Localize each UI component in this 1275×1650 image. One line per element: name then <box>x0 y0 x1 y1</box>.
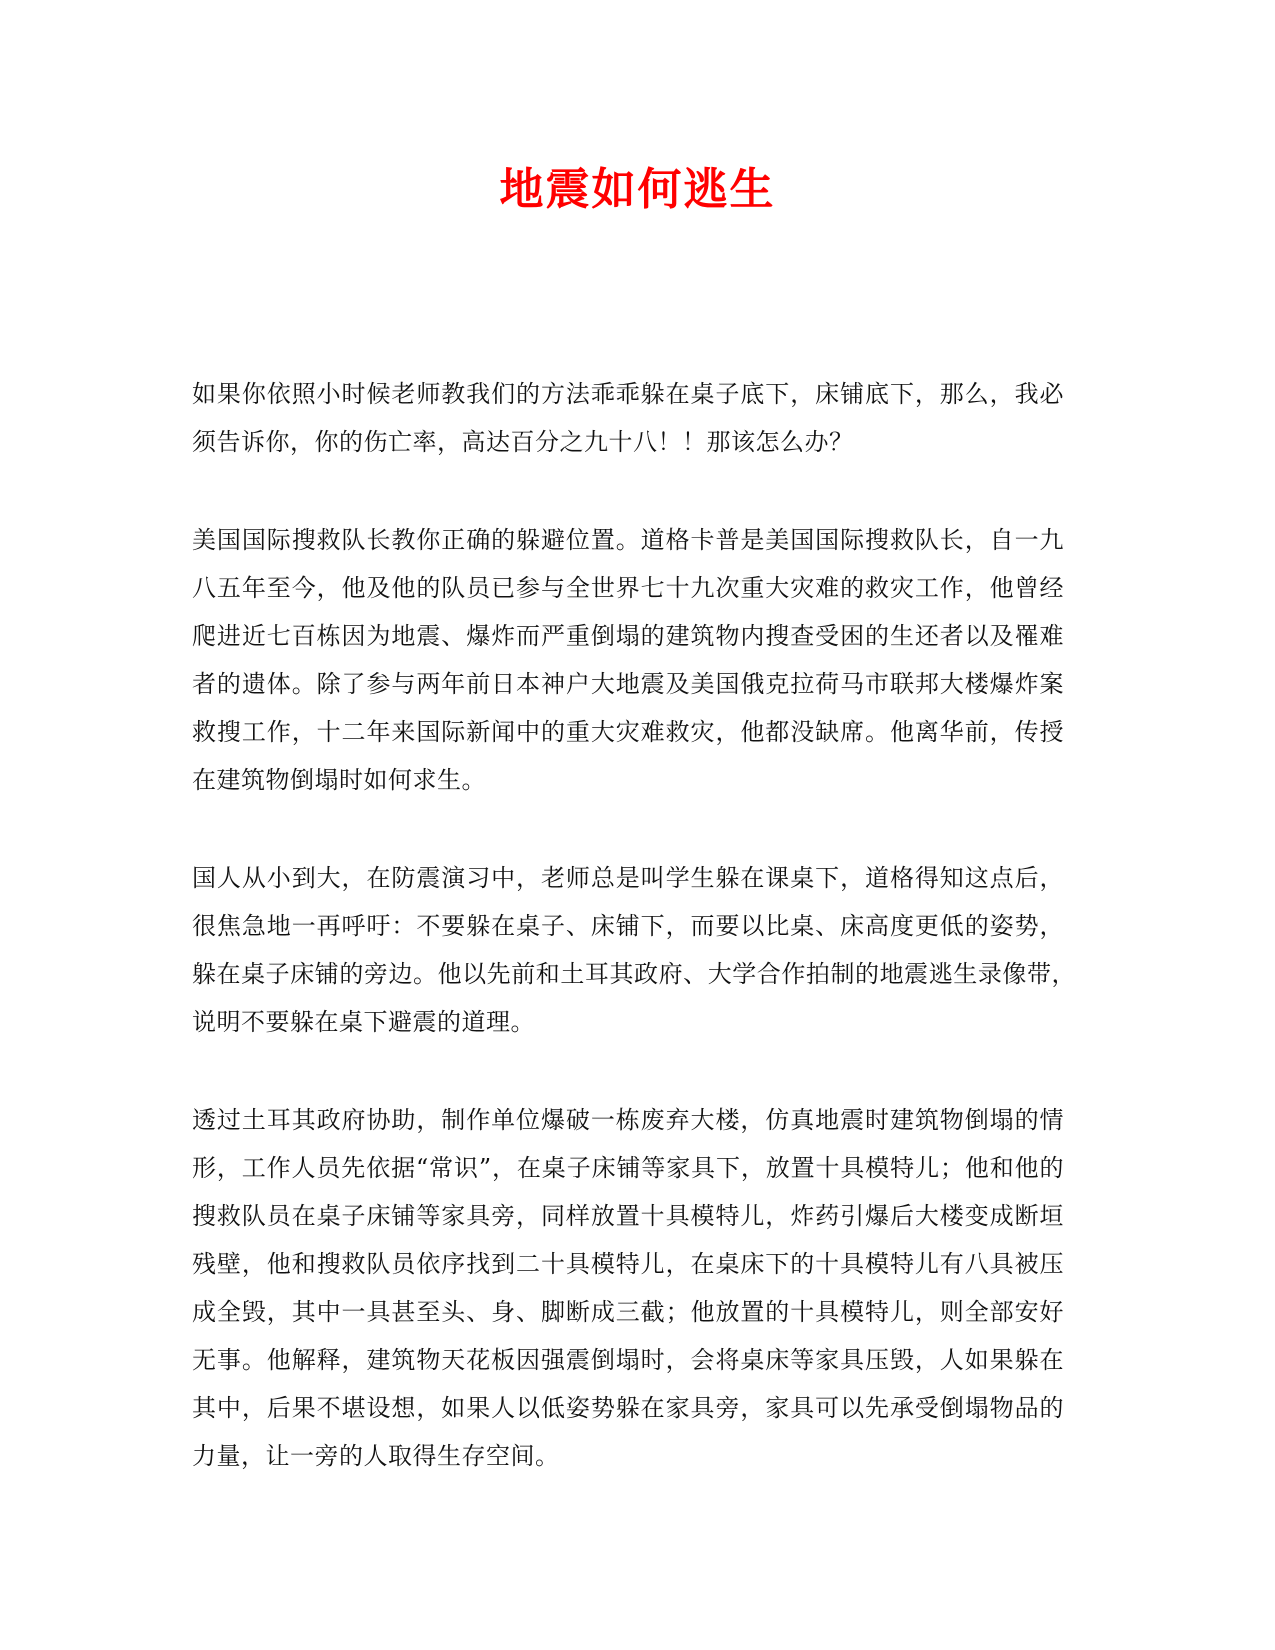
document-body <box>192 370 1089 1530</box>
paragraph-1: 如果你依照小时候老师教我们的方法乖乖躲在桌子底下，床铺底下，那么，我必须告诉你，你的伤亡率，高达百分之九十八！！那该怎么办？ <box>192 380 1064 456</box>
paragraph-3: 国人从小到大，在防震演习中，老师总是叫学生躲在课桌下，道格得知这点后，很焦急地一再呼吁：不要躲在桌子、床铺下，而要以比桌、床高度更低的姿势，躲在桌子床铺的旁边。他以先前和土耳其政府、大学合作拍制的地震逃生录像带， 说明不要躲在桌下避震的道理。 <box>192 864 1089 1036</box>
document-title: 地震如何逃生 <box>499 164 776 215</box>
paragraph-2: 美国国际搜救队长教你正确的躲避位置。道格卡普是美国国际搜救队长，自一九八五年至今，他及他的队员已参与全世界七十九次重大灾难的救灾工作，他曾经爬进近七百栋因为地震、爆炸而严重倒塌的建筑物内搜查受困的生还者以及罹难者的遗体。除了参与两年前日本神户大地震及美国俄克拉荷马市联邦大楼爆炸案救搜工作，十二年来国际新闻中的重大灾难救灾，他都没缺席。他离华前，传授在建筑物倒塌时如何求生。 <box>192 526 1064 794</box>
paragraph-4: 透过土耳其政府协助，制作单位爆破一栋废弃大楼，仿真地震时建筑物倒塌的情形，工作人员先依据“常识”，在桌子床铺等家具下，放置十具模特儿；他和他的搜救队员在桌子床铺等家具旁，同样放置十具模特儿，炸药引爆后大楼变成断垣残壁，他和搜救队员依序找到二十具模特儿，在桌床下的十具模特儿有八具被压成全毁，其中一具甚至头、身、脚断成三截；他放置的十具模特儿，则全部安好无事。他解释，建筑物天花板因强震倒塌时，会将桌床等家具压毁，人如果躲在其中，后果不堪设想，如果人以低姿势躲在家具旁，家具可以先承受倒塌物品的力量，让一旁的人取得生存空间。 <box>192 1106 1064 1470</box>
